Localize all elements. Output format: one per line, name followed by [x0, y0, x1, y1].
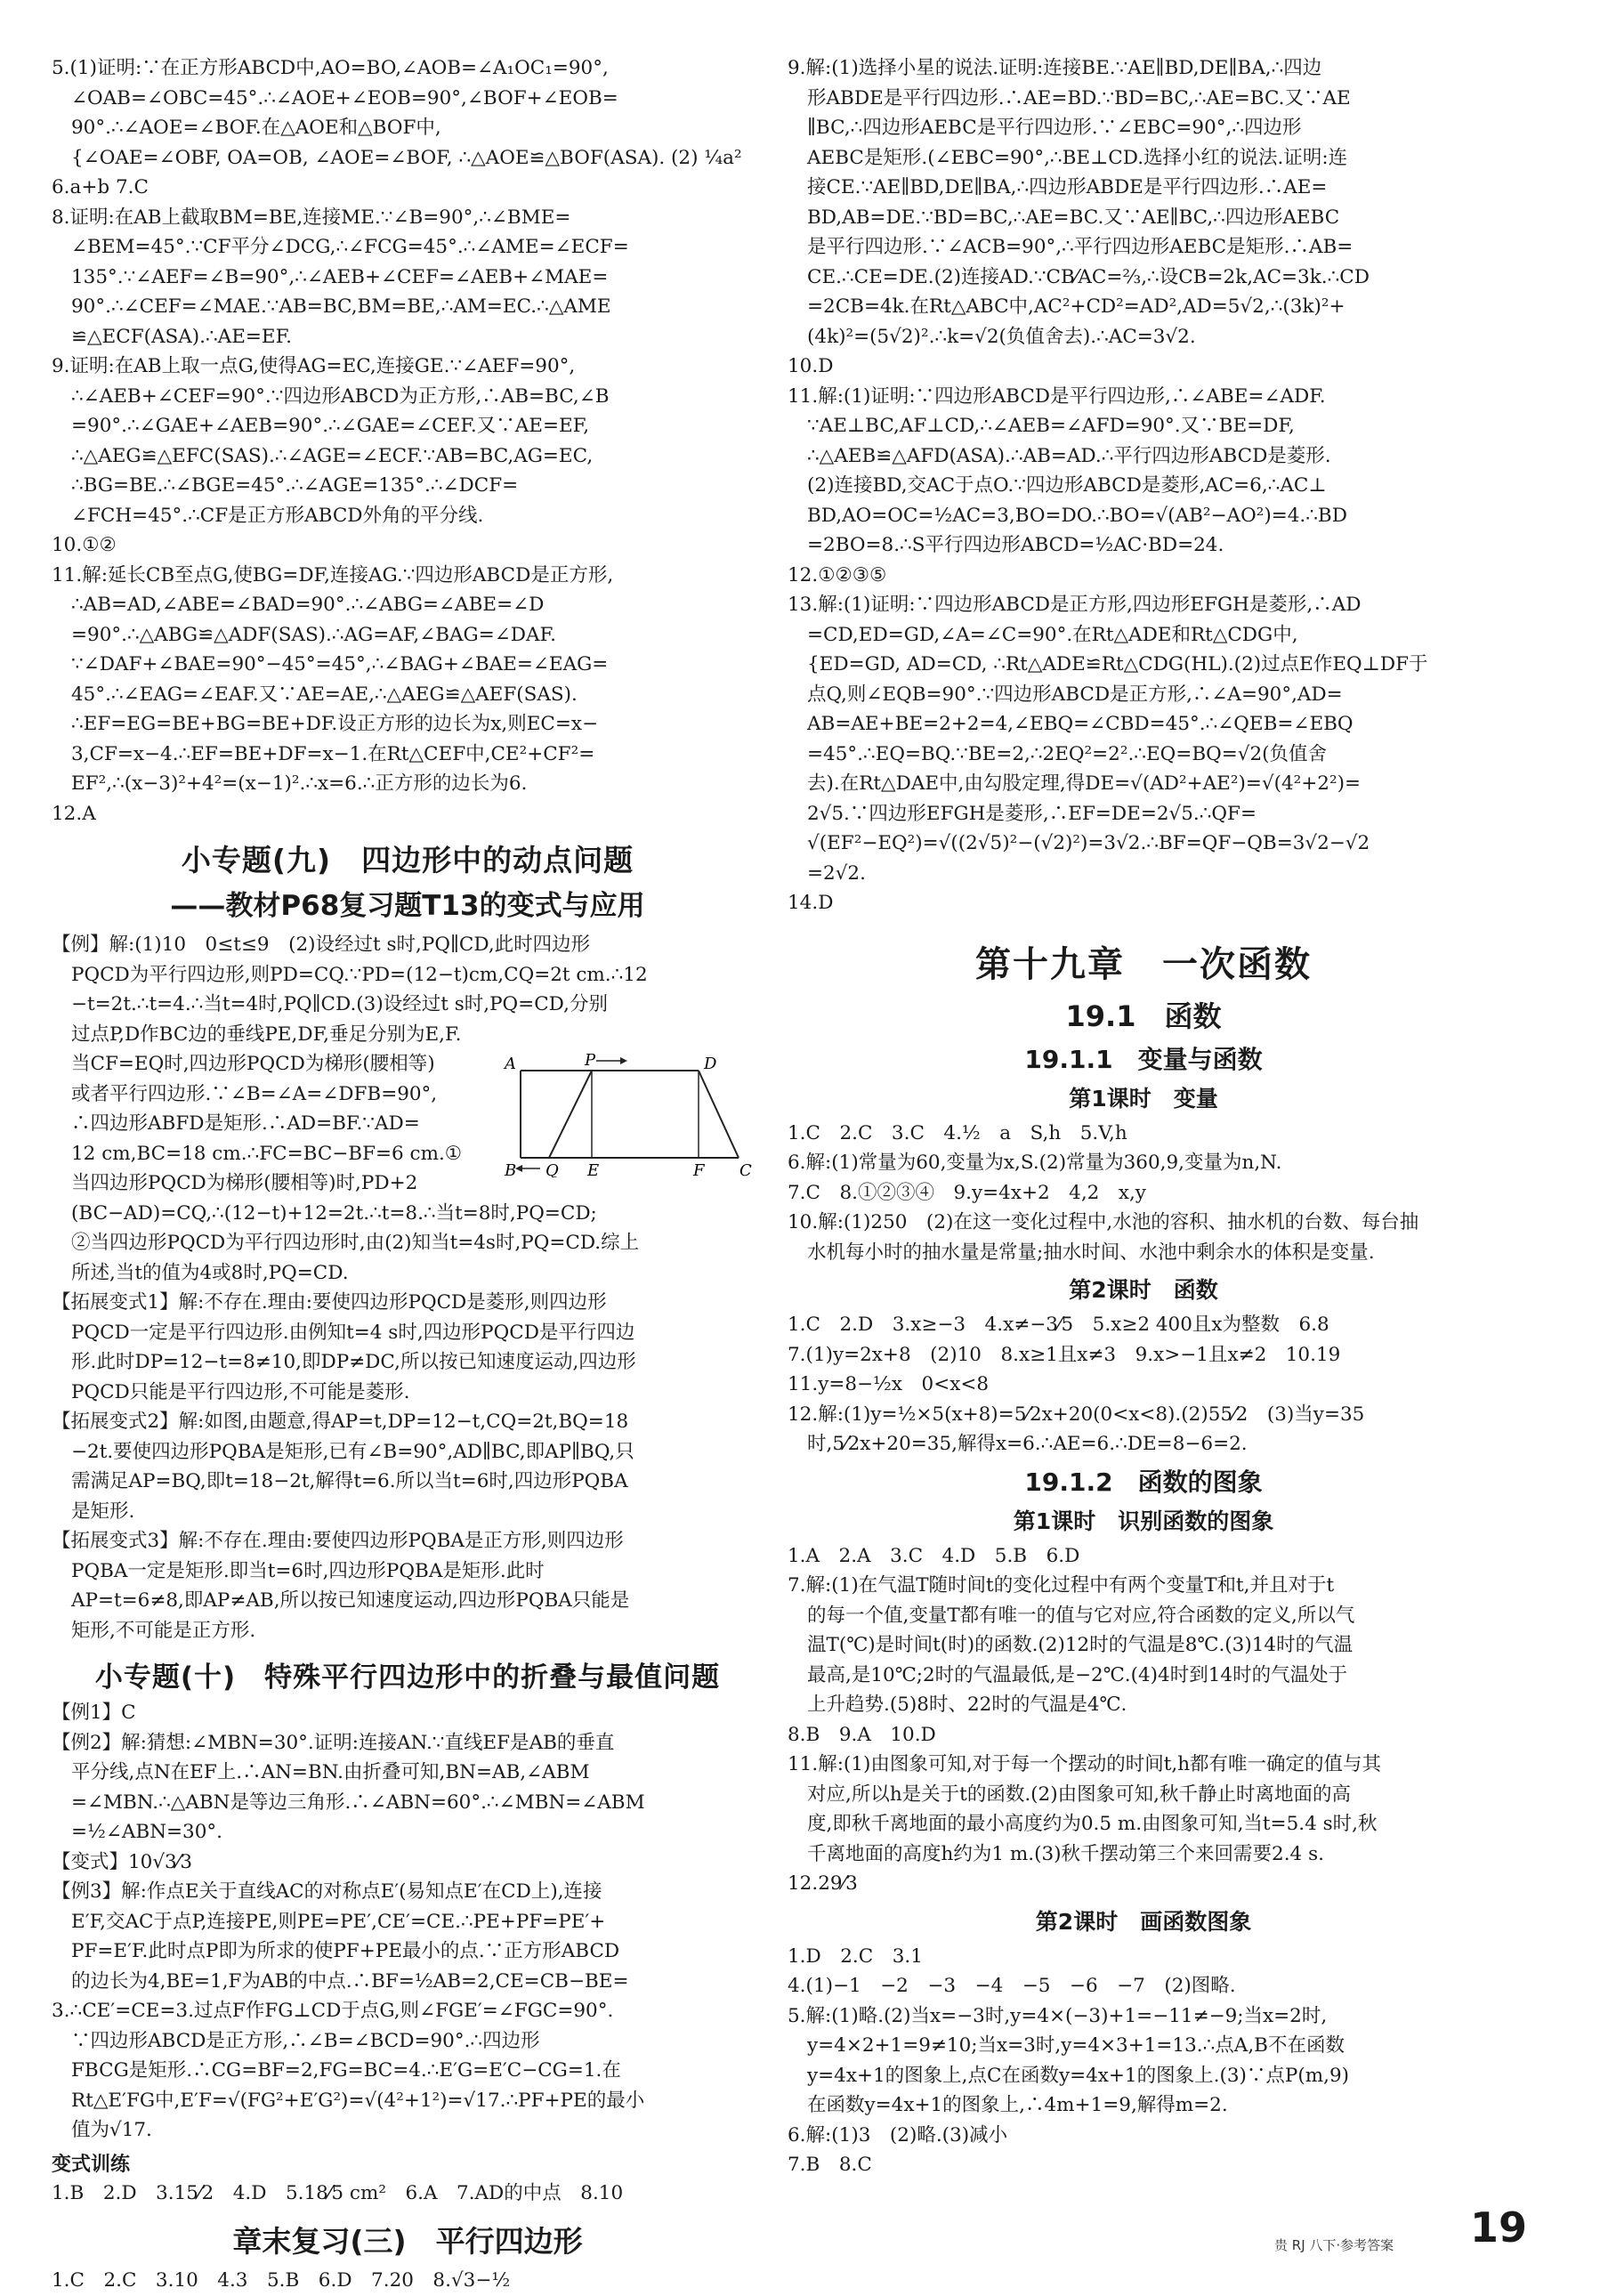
answer-line: =2CB=4k.在Rt△ABC中,AC²+CD²=AD²,AD=5√2,∴(3k)²+: [807, 295, 1345, 318]
answer-line: (2)连接BD,交AC于点O.∵四边形ABCD是菱形,AC=6,∴AC⊥: [807, 474, 1327, 497]
answer-line: 3,CF=x−4.∴EF=BE+DF=x−1.在Rt△CEF中,CE²+CF²=: [71, 742, 595, 765]
answer-line: BD,AO=OC=½AC=3,BO=DO.∴BO=√(AB²−AO²)=4.∴BD: [807, 504, 1347, 527]
lesson-2-title: 第2课时 函数: [1069, 1277, 1218, 1303]
answer-line: 3.∴CE′=CE=3.过点F作FG⊥CD于点G,则∠FGE′=∠FGC=90°.: [52, 2000, 614, 2022]
answer-line: −2t.要使四边形PQBA是矩形,已有∠B=90°,AD∥BC,即AP∥BQ,只: [71, 1440, 634, 1463]
answer-line: 45°.∴∠EAG=∠EAF.又∵AE=AE,∴△AEG≌△AEF(SAS).: [71, 683, 578, 706]
answer-line: 去).在Rt△DAE中,由勾股定理,得DE=√(AD²+AE²)=√(4²+2²)=: [807, 772, 1361, 795]
answer-line: AEBC是矩形.(∠EBC=90°,∴BE⊥CD.选择小红的说法.证明:连: [807, 146, 1348, 169]
answer-line: 矩形,不可能是正方形.: [71, 1619, 256, 1642]
answer-line: 6.a+b 7.C: [52, 176, 149, 198]
answer-line: =90°.∴△ABG≌△ADF(SAS).∴AG=AF,∠BAG=∠DAF.: [71, 623, 556, 646]
answer-line: =2√2.: [807, 861, 866, 885]
lesson-2-answers: [788, 1310, 1499, 1459]
left-answers-block-1: [52, 53, 764, 829]
answer-line: 4.(1)−1 −2 −3 −4 −5 −6 −7 (2)图略.: [788, 1975, 1236, 1997]
topic-9-subtitle: ——教材P68复习题T13的变式与应用: [170, 890, 645, 922]
answer-line: 12.A: [52, 802, 96, 825]
answer-line: (BC−AD)=CQ,∴(12−t)+12=2t.∴t=8.∴当t=8时,PQ=CD;: [71, 1201, 597, 1225]
answer-line: 10.①②: [52, 534, 117, 556]
answer-line: 最高,是10℃;2时的气温最低,是−2℃.(4)4时到14时的气温处于: [807, 1663, 1348, 1686]
footer-label: 贵 RJ 八下·参考答案: [1274, 2237, 1394, 2253]
figure-label-c: C: [739, 1161, 752, 1177]
chapter-review-title: 章末复习(三) 平行四边形: [232, 2224, 583, 2259]
answer-line: 1.A 2.A 3.C 4.D 5.B 6.D: [788, 1544, 1080, 1567]
chapter-19-title: 第十九章 一次函数: [975, 943, 1312, 985]
lesson-1-title: 第1课时 变量: [1069, 1085, 1218, 1112]
answer-line: 10.D: [788, 355, 834, 377]
answer-line: 11.解:(1)证明:∵四边形ABCD是平行四边形,∴∠ABE=∠ADF.: [788, 384, 1326, 408]
answer-line: 8.B 9.A 10.D: [788, 1723, 936, 1746]
answer-line: y=4×2+1=9≠10;当x=3时,y=4×3+1=13.∴点A,B不在函数: [807, 2034, 1345, 2057]
answer-line: ∵∠DAF+∠BAE=90°−45°=45°,∴∠BAG+∠BAE=∠EAG=: [71, 653, 609, 675]
answer-line: 【例2】解:猜想:∠MBN=30°.证明:连接AN.∵直线EF是AB的垂直: [52, 1731, 615, 1754]
answer-line: PF=E′F.此时点P即为所求的使PF+PE最小的点.∵正方形ABCD: [71, 1940, 620, 1962]
answer-line: 在函数y=4x+1的图象上,∴4m+1=9,解得m=2.: [807, 2094, 1228, 2116]
answer-line: 11.解:延长CB至点G,使BG=DF,连接AG.∵四边形ABCD是正方形,: [52, 563, 614, 586]
answer-line: 值为√17.: [71, 2119, 152, 2141]
answer-line: 【拓展变式3】解:不存在.理由:要使四边形PQBA是正方形,则四边形: [52, 1530, 624, 1552]
answer-line: 形ABDE是平行四边形.∴AE=BD.∵BD=BC,∴AE=BC.又∵AE: [807, 86, 1351, 109]
trapezoid-figure-area: [52, 1049, 764, 1177]
figure-label-e: E: [587, 1161, 600, 1177]
answer-line: 上升趋势.(5)8时、22时的气温是4℃.: [807, 1694, 1127, 1716]
answer-line: √(EF²−EQ²)=√((2√5)²−(√2)²)=3√2.∴BF=QF−QB=3√2−√2: [807, 832, 1370, 854]
answer-line: 所述,当t的值为4或8时,PQ=CD.: [71, 1261, 349, 1284]
answer-line: 6.解:(1)3 (2)略.(3)减小: [788, 2123, 1008, 2146]
answer-line: 【拓展变式2】解:如图,由题意,得AP=t,DP=12−t,CQ=2t,BQ=18: [52, 1411, 629, 1433]
answer-line: ∠OAB=∠OBC=45°.∴∠AOE+∠EOB=90°,∠BOF+∠EOB=: [71, 86, 618, 109]
answer-line: ∥BC,∴四边形AEBC是平行四边形.∵∠EBC=90°,∴四边形: [807, 117, 1302, 139]
answer-line: {∠OAE=∠OBF, OA=OB, ∠AOE=∠BOF, ∴△AOE≌△BOF(ASA). (2) ¼a²: [71, 146, 742, 169]
answer-line: BD,AB=DE.∵BD=BC,∴AE=BC.又∵AE∥BC,∴四边形AEBC: [807, 206, 1340, 229]
answer-line: y=4x+1的图象上,点C在函数y=4x+1的图象上.(3)∵点P(m,9): [807, 2064, 1350, 2087]
answer-line: FBCG是矩形.∴CG=BF=2,FG=BC=4.∴E′G=E′C−CG=1.在: [71, 2059, 621, 2082]
answer-line: 或者平行四边形.∵∠B=∠A=∠DFB=90°,: [71, 1082, 438, 1105]
answer-line: PQCD只能是平行四边形,不可能是菱形.: [71, 1380, 410, 1403]
answer-line: 千离地面的高度h约为1 m.(3)秋千摆动第三个来回需要2.4 s.: [807, 1842, 1324, 1865]
answer-line: =CD,ED=GD,∠A=∠C=90°.在Rt△ADE和Rt△CDG中,: [807, 623, 1298, 646]
answer-line: −t=2t.∴t=4.∴当t=4时,PQ∥CD.(3)设经过t s时,PQ=CD,分别: [71, 993, 608, 1015]
answer-line: 当CF=EQ时,四边形PQCD为梯形(腰相等): [71, 1053, 435, 1075]
answer-line: 90°.∴∠AOE=∠BOF.在△AOE和△BOF中,: [71, 117, 441, 139]
answer-line: ∠FCH=45°.∴CF是正方形ABCD外角的平分线.: [71, 504, 484, 527]
answer-line: 平分线,点N在EF上.∴AN=BN.由折叠可知,BN=AB,∠ABM: [71, 1761, 590, 1783]
answer-line: =2BO=8.∴S平行四边形ABCD=½AC·BD=24.: [807, 534, 1224, 556]
answer-line: AP=t=6≠8,即AP≠AB,所以按已知速度运动,四边形PQBA只能是: [71, 1589, 630, 1612]
page-number: 19: [1470, 2203, 1528, 2252]
answer-line: 6.解:(1)常量为60,变量为x,S.(2)常量为360,9,变量为n,N.: [788, 1152, 1282, 1174]
figure-label-a: A: [505, 1055, 516, 1073]
figure-label-q: Q: [545, 1161, 559, 1177]
answer-line: AB=AE+BE=2+2=4,∠EBQ=∠CBD=45°.∴∠QEB=∠EBQ: [807, 713, 1354, 735]
answer-line: 点Q,则∠EQB=90°.∵四边形ABCD是正方形,∴∠A=90°,AD=: [807, 683, 1343, 706]
answer-line: E′F,交AC于点P,连接PE,则PE=PE′,CE′=CE.∴PE+PF=PE′+: [71, 1910, 606, 1933]
answer-line: ∵AE⊥BC,AF⊥CD,∴∠AEB=∠AFD=90°.又∵BE=DF,: [807, 415, 1295, 437]
trapezoid-figure: [503, 1053, 756, 1177]
answer-line: 12 cm,BC=18 cm.∴FC=BC−BF=6 cm.①: [71, 1142, 463, 1165]
answer-line: ∴EF=EG=BE+BG=BE+DF.设正方形的边长为x,则EC=x−: [71, 713, 598, 735]
answer-line: CE.∴CE=DE.(2)连接AD.∵CB⁄AC=⅔,∴设CB=2k,AC=3k.∴CD: [807, 265, 1370, 288]
right-answers-block-1: [788, 53, 1499, 918]
answer-line: 温T(℃)是时间t(时)的函数.(2)12时的气温是8℃.(3)14时的气温: [807, 1634, 1354, 1656]
answer-line: 时,5⁄2x+20=35,解得x=6.∴AE=6.∴DE=8−6=2.: [807, 1433, 1248, 1455]
answer-line: {ED=GD, AD=CD, ∴Rt△ADE≌Rt△CDG(HL).(2)过点E作EQ⊥DF于: [807, 653, 1428, 675]
answer-line: 2√5.∵四边形EFGH是菱形,∴EF=DE=2√5.∴QF=: [807, 802, 1257, 825]
section-19-1-title: 19.1 函数: [1065, 998, 1222, 1033]
left-column: [52, 53, 764, 2296]
answer-line: 14.D: [788, 892, 834, 914]
lesson-4-title: 第2课时 画函数图象: [1035, 1908, 1252, 1935]
answer-line: ∴△AEB≌△AFD(ASA).∴AB=AD.∴平行四边形ABCD是菱形.: [807, 444, 1331, 467]
answer-line: 90°.∴∠CEF=∠MAE.∵AB=BC,BM=BE,∴AM=EC.∴△AME: [71, 295, 611, 318]
answer-line: 8.证明:在AB上截取BM=BE,连接ME.∵∠B=90°,∴∠BME=: [52, 206, 571, 229]
answer-line: 1.C 2.C 3.C 4.½ a S,h 5.V,h: [788, 1121, 1127, 1144]
topic-9-example-intro: [52, 930, 764, 1049]
answer-line: 13.解:(1)证明:∵四边形ABCD是正方形,四边形EFGH是菱形,∴AD: [788, 594, 1362, 616]
answer-line: 的边长为4,BE=1,F为AB的中点.∴BF=½AB=2,CE=CB−BE=: [71, 1969, 629, 1993]
answer-line: 7.B 8.C: [788, 2154, 872, 2176]
answer-line: 过点P,D作BC边的垂线PE,DF,垂足分别为E,F.: [71, 1023, 462, 1046]
answer-line: 【拓展变式1】解:不存在.理由:要使四边形PQCD是菱形,则四边形: [52, 1291, 607, 1314]
answer-line: 5.(1)证明:∵在正方形ABCD中,AO=BO,∠AOB=∠A₁OC₁=90°,: [52, 57, 609, 79]
topic-9-title: 小专题(九) 四边形中的动点问题: [181, 843, 634, 877]
chapter-review-answers: 1.C 2.C 3.10 4.3 5.B 6.D 7.20 8.√3−½: [52, 2269, 511, 2292]
answer-line: 当四边形PQCD为梯形(腰相等)时,PD+2: [71, 1172, 418, 1194]
answer-line: 【变式】10√3⁄3: [52, 1850, 193, 1873]
answer-line: 【例】解:(1)10 0≤t≤9 (2)设经过t s时,PQ∥CD,此时四边形: [52, 934, 591, 956]
answer-line: 对应,所以h是关于t的函数.(2)由图象可知,秋千静止时离地面的高: [807, 1783, 1351, 1806]
answer-line: Rt△E′FG中,E′F=√(FG²+E′G²)=√(4²+1²)=√17.∴PF+PE的最小: [71, 2089, 645, 2112]
answer-line: ∠BEM=45°.∵CF平分∠DCG,∴∠FCG=45°.∴∠AME=∠ECF=: [71, 236, 629, 258]
answer-line: ∴四边形ABFD是矩形.∴AD=BF.∵AD=: [71, 1112, 420, 1135]
figure-label-f: F: [693, 1161, 705, 1177]
section-19-1-1-title: 19.1.1 变量与函数: [1024, 1044, 1263, 1074]
answer-line: 1.C 2.D 3.x≥−3 4.x≠−3⁄5 5.x≥2 400且x为整数 6.8: [788, 1314, 1329, 1336]
answer-line: =90°.∴∠GAE+∠AEB=90°.∴∠GAE=∠CEF.又∵AE=EF,: [71, 415, 590, 437]
variant-training-answers: 1.B 2.D 3.15⁄2 4.D 5.18⁄5 cm² 6.A 7.AD的中点 8.10: [52, 2181, 624, 2204]
answer-line: 9.解:(1)选择小星的说法.证明:连接BE.∵AE∥BD,DE∥BA,∴四边: [788, 57, 1322, 79]
topic-9-figure-text: [52, 1049, 497, 1168]
answer-line: PQCD一定是平行四边形.由例知t=4 s时,四边形PQCD是平行四边: [71, 1321, 635, 1344]
answer-line: (4k)²=(5√2)².∴k=√2(负值舍去).∴AC=3√2.: [807, 325, 1196, 348]
answer-line: ∴BG=BE.∴∠BGE=45°.∴∠AGE=135°.∴∠DCF=: [71, 474, 519, 497]
answer-line: ∴△AEG≌△EFC(SAS).∴∠AGE=∠ECF.∵AB=BC,AG=EC,: [71, 444, 594, 467]
answer-line: 11.y=8−½x 0<x<8: [788, 1373, 990, 1395]
answer-line: PQCD为平行四边形,则PD=CQ.∵PD=(12−t)cm,CQ=2t cm.∴12: [71, 963, 648, 986]
answer-line: 度,即秋千离地面的最小高度约为0.5 m.由图象可知,当t=5.4 s时,秋: [807, 1813, 1378, 1835]
lesson-4-answers: [788, 1942, 1499, 2180]
answer-line: ∴AB=AD,∠ABE=∠BAD=90°.∴∠ABG=∠ABE=∠D: [71, 594, 545, 616]
answer-line: 需满足AP=BQ,即t=18−2t,解得t=6.所以当t=6时,四边形PQBA: [71, 1470, 628, 1492]
answer-line: ∴∠AEB+∠CEF=90°.∵四边形ABCD为正方形,∴AB=BC,∠B: [71, 384, 610, 408]
answer-line: 12.解:(1)y=½×5(x+8)=5⁄2x+20(0<x<8).(2)55⁄2 (3)当y=35: [788, 1403, 1365, 1426]
topic-9-variants: [52, 1168, 764, 1645]
answer-line: 接CE.∵AE∥BD,DE∥BA,∴四边形ABDE是平行四边形.∴AE=: [807, 176, 1328, 198]
lesson-1-answers: [788, 1119, 1499, 1268]
answer-line: ②当四边形PQCD为平行四边形时,由(2)知当t=4s时,PQ=CD.综上: [71, 1232, 640, 1254]
answer-line: 【例3】解:作点E关于直线AC的对称点E′(易知点E′在CD上),连接: [52, 1880, 602, 1903]
variant-training-title: 变式训练: [52, 2153, 131, 2176]
answer-line: ≌△ECF(ASA).∴AE=EF.: [71, 325, 293, 348]
section-19-1-2-title: 19.1.2 函数的图象: [1024, 1467, 1263, 1497]
answer-line: 的每一个值,变量T都有唯一的值与它对应,符合函数的定义,所以气: [807, 1604, 1355, 1627]
topic-10-examples: [52, 1698, 764, 2146]
answer-line: 是平行四边形.∵∠ACB=90°,∴平行四边形AEBC是矩形.∴AB=: [807, 236, 1354, 258]
answer-line: 是矩形.: [71, 1500, 135, 1523]
answer-line: 【例1】C: [52, 1702, 136, 1724]
figure-label-p: P: [585, 1053, 596, 1070]
answer-line: 水机每小时的抽水量是常量;抽水时间、水池中剩余水的体积是变量.: [807, 1241, 1375, 1264]
right-column: [788, 53, 1499, 2180]
answer-line: 7.C 8.①②③④ 9.y=4x+2 4,2 x,y: [788, 1181, 1146, 1204]
answer-line: PQBA一定是矩形.即当t=6时,四边形PQBA是矩形.此时: [71, 1559, 545, 1582]
answer-line: 7.(1)y=2x+8 (2)10 8.x≥1且x≠3 9.x>−1且x≠2 10.19: [788, 1343, 1341, 1366]
answer-line: 7.解:(1)在气温T随时间t的变化过程中有两个变量T和t,并且对于t: [788, 1574, 1335, 1597]
answer-line: =∠MBN.∴△ABN是等边三角形.∴∠ABN=60°.∴∠MBN=∠ABM: [71, 1791, 645, 1814]
answer-line: 12.29⁄3: [788, 1872, 858, 1895]
figure-label-d: D: [704, 1055, 717, 1073]
topic-10-title: 小专题(十) 特殊平行四边形中的折叠与最值问题: [94, 1661, 721, 1694]
answer-line: 1.D 2.C 3.1: [788, 1944, 923, 1968]
answer-line: 10.解:(1)250 (2)在这一变化过程中,水池的容积、抽水机的台数、每台抽: [788, 1211, 1419, 1233]
answer-line: 11.解:(1)由图象可知,对于每一个摆动的时间t,h都有唯一确定的值与其: [788, 1753, 1382, 1775]
answer-line: EF²,∴(x−3)²+4²=(x−1)².∴x=6.∴正方形的边长为6.: [71, 772, 528, 795]
lesson-3-answers: [788, 1541, 1499, 1899]
answer-line: 12.①②③⑤: [788, 563, 887, 586]
answer-line: 形.此时DP=12−t=8≠10,即DP≠DC,所以按已知速度运动,四边形: [71, 1351, 636, 1373]
lesson-3-title: 第1课时 识别函数的图象: [1013, 1508, 1274, 1534]
figure-label-b: B: [505, 1161, 517, 1177]
answer-line: =½∠ABN=30°.: [71, 1821, 222, 1843]
answer-line: 9.证明:在AB上取一点G,使得AG=EC,连接GE.∵∠AEF=90°,: [52, 355, 576, 377]
answer-line: =45°.∴EQ=BQ.∵BE=2,∴2EQ²=2².∴EQ=BQ=√2(负值舍: [807, 742, 1328, 765]
answer-line: 135°.∵∠AEF=∠B=90°,∴∠AEB+∠CEF=∠AEB+∠MAE=: [71, 265, 609, 288]
answer-line: 5.解:(1)略.(2)当x=−3时,y=4×(−3)+1=−11≠−9;当x=2时,: [788, 2004, 1328, 2027]
answer-line: ∵四边形ABCD是正方形,∴∠B=∠BCD=90°.∴四边形: [71, 2029, 540, 2052]
